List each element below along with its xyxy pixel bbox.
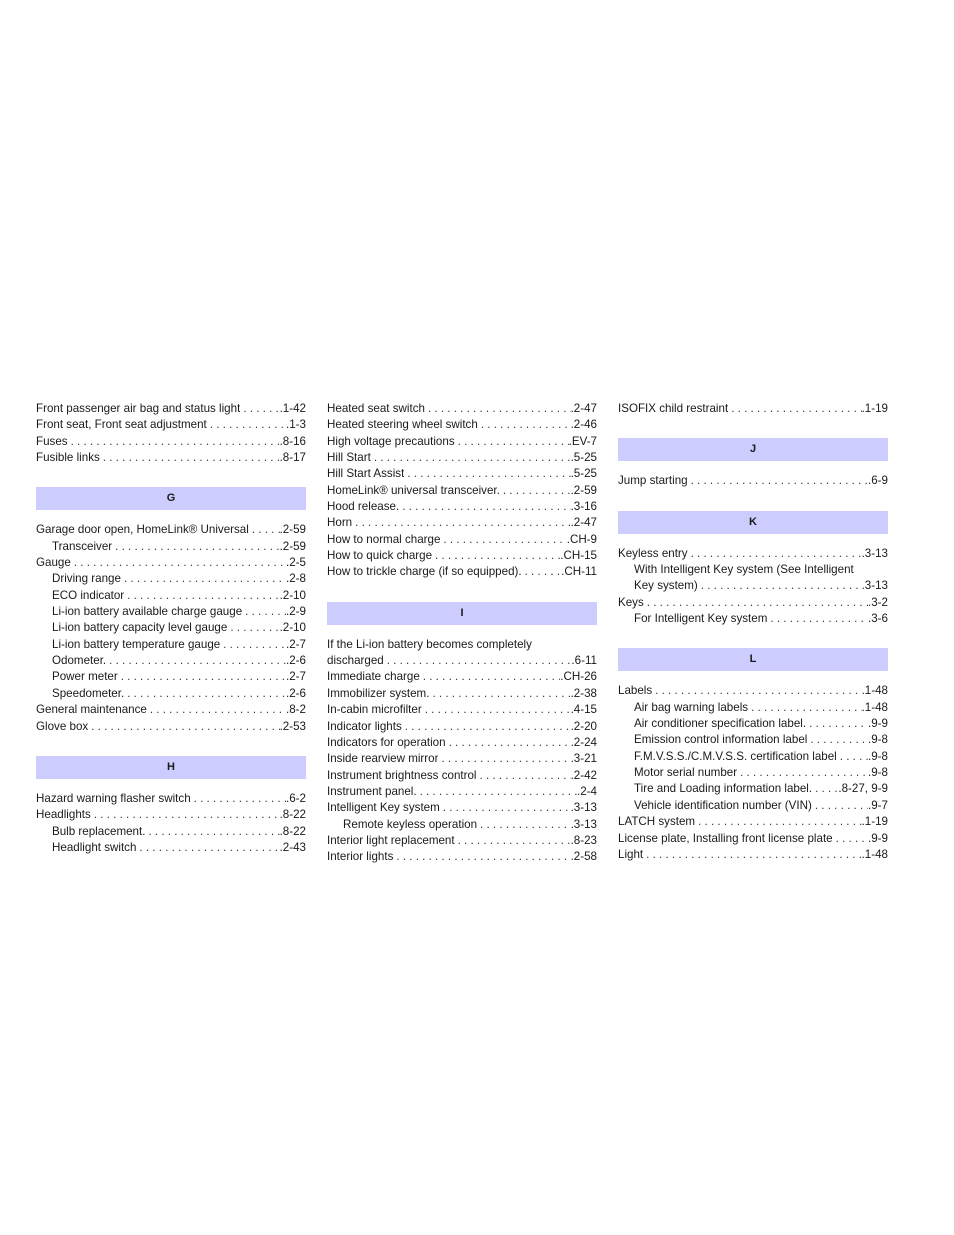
dot-leader: [807, 732, 868, 748]
dot-leader: [242, 604, 286, 620]
index-term: Fusible links: [36, 451, 100, 465]
dot-leader: [121, 571, 286, 587]
page-reference: .2-6: [286, 654, 306, 668]
dot-leader: [68, 434, 280, 450]
page-reference: .8-17: [279, 451, 306, 465]
page-reference: .1-42: [279, 402, 306, 415]
index-term: Odometer.: [52, 654, 107, 668]
index-subentry: [618, 749, 888, 765]
dot-leader: [147, 702, 286, 718]
page-reference: .2-7: [286, 670, 306, 684]
index-term: Front passenger air bag and status light: [36, 402, 241, 415]
index-term: Speedometer.: [52, 686, 125, 700]
dot-leader: [748, 700, 861, 716]
page-reference: .3-13: [570, 801, 597, 815]
page-reference: .5-25: [570, 467, 597, 481]
index-term: Interior light replacement: [327, 833, 455, 847]
page-reference: .3-13: [861, 546, 888, 560]
index-entry: [618, 546, 888, 562]
index-term: Gauge: [36, 556, 71, 570]
index-entry: [36, 702, 306, 718]
dot-leader: [440, 532, 566, 548]
dot-leader: [455, 434, 569, 450]
page-reference: .6-9: [868, 474, 888, 488]
page-reference: .CH-11: [561, 565, 597, 579]
dot-leader: [393, 849, 570, 865]
index-entry: [327, 548, 597, 564]
index-entry: [327, 800, 597, 816]
dot-leader: [477, 817, 571, 833]
page-reference: .2-8: [286, 572, 306, 586]
dot-leader: [422, 702, 571, 718]
dot-leader: [737, 765, 868, 781]
index-entry: [327, 637, 597, 653]
dot-leader: [695, 814, 861, 830]
index-entry: [327, 417, 597, 433]
section-header-h: H: [36, 756, 306, 779]
page-reference: .2-7: [286, 637, 306, 651]
dot-leader: [644, 595, 868, 611]
index-term: How to quick charge: [327, 549, 433, 563]
index-entry: [618, 814, 888, 830]
page-reference: .1-48: [861, 847, 888, 861]
index-term: Horn: [327, 516, 353, 530]
page-reference: .CH-26: [560, 670, 597, 684]
index-entry: [618, 595, 888, 611]
dot-leader: [100, 450, 280, 466]
page-reference: .2-10: [279, 621, 306, 635]
index-subentry: [618, 765, 888, 781]
index-term: Emission control information label: [634, 733, 808, 747]
page-reference: .2-59: [570, 483, 597, 497]
index-entry: [36, 791, 306, 807]
dot-leader: [522, 564, 562, 580]
index-term: Tire and Loading information label.: [634, 782, 813, 796]
index-term: Hill Start: [327, 451, 371, 465]
page-reference: .2-43: [279, 840, 306, 854]
page-reference: .2-47: [570, 516, 597, 530]
page-reference: .1-48: [861, 700, 888, 714]
index-subentry: [36, 637, 306, 653]
dot-leader: [240, 401, 279, 417]
index-entry: [327, 434, 597, 450]
dot-leader: [455, 833, 571, 849]
index-entry: [618, 831, 888, 847]
section-header-k: K: [618, 511, 888, 534]
dot-leader: [371, 450, 571, 466]
dot-leader: [88, 719, 279, 735]
page-reference: .2-24: [570, 735, 597, 749]
index-subentry: [618, 781, 888, 797]
index-term: Immobilizer system.: [327, 686, 430, 700]
index-term: ISOFIX child restraint: [618, 402, 729, 415]
index-term: Keys: [618, 595, 644, 609]
page-reference: .CH-9: [566, 532, 597, 546]
index-term: Instrument brightness control: [327, 768, 477, 782]
index-entry: [327, 849, 597, 865]
index-entry: [327, 499, 597, 515]
page-reference: .9-8: [868, 766, 888, 780]
index-term: Labels: [618, 684, 653, 698]
index-entry: [327, 751, 597, 767]
index-term: Hood release.: [327, 500, 400, 514]
dot-leader: [207, 417, 286, 433]
dot-leader: [191, 791, 286, 807]
index-term: Power meter: [52, 670, 118, 684]
page-reference: .2-42: [570, 768, 597, 782]
page-reference: .6-2: [286, 791, 306, 805]
page-reference: .1-48: [861, 684, 888, 698]
index-entry: [36, 417, 306, 433]
dot-leader: [417, 784, 577, 800]
index-entry: [36, 807, 306, 823]
index-subentry: [618, 798, 888, 814]
index-term: ECO indicator: [52, 588, 125, 602]
page-reference: .8-27, 9-9: [838, 782, 888, 796]
dot-leader: [446, 735, 571, 751]
dot-leader: [227, 620, 279, 636]
page-reference: .2-5: [286, 556, 306, 570]
index-term: Immediate charge: [327, 670, 420, 684]
index-subentry: [36, 620, 306, 636]
index-entry: [327, 784, 597, 800]
section-header-j: J: [618, 438, 888, 461]
dot-leader: [812, 798, 868, 814]
index-term: Hazard warning flasher switch: [36, 791, 191, 805]
page-reference: .1-3: [286, 418, 306, 432]
dot-leader: [688, 546, 862, 562]
index-column-3: [618, 401, 888, 863]
index-term: Li-ion battery temperature gauge: [52, 637, 221, 651]
index-term: Transceiver: [52, 539, 113, 553]
index-term: HomeLink® universal transceiver.: [327, 483, 500, 497]
index-subentry: [36, 824, 306, 840]
index-term: Light: [618, 847, 644, 861]
dot-leader: [478, 417, 571, 433]
index-term: discharged: [327, 654, 384, 668]
page-reference: .2-53: [279, 719, 306, 733]
dot-leader: [145, 824, 279, 840]
page-reference: .8-22: [279, 808, 306, 822]
dot-leader: [477, 768, 571, 784]
index-entry: [327, 719, 597, 735]
index-term: With Intelligent Key system (See Intelligent: [634, 563, 854, 577]
dot-leader: [220, 637, 286, 653]
index-term: Heated seat switch: [327, 402, 425, 415]
dot-leader: [384, 653, 572, 669]
index-subentry: [618, 562, 888, 578]
dot-leader: [429, 686, 570, 702]
page-reference: .6-11: [571, 654, 597, 668]
dot-leader: [118, 669, 286, 685]
index-term: Garage door open, HomeLink® Universal: [36, 523, 249, 537]
page-reference: .2-58: [570, 850, 597, 864]
index-term: If the Li-ion battery becomes completely: [327, 637, 532, 651]
index-term: Key system): [634, 579, 698, 593]
index-subentry: [36, 539, 306, 555]
index-entry: [618, 473, 888, 489]
dot-leader: [728, 401, 861, 417]
dot-leader: [652, 683, 861, 699]
index-entry: [327, 466, 597, 482]
index-subentry: [618, 611, 888, 627]
index-term: In-cabin microfilter: [327, 703, 422, 717]
index-term: Front seat, Front seat adjustment: [36, 418, 207, 432]
dot-leader: [440, 800, 571, 816]
index-term: Air conditioner specification label.: [634, 717, 807, 731]
dot-leader: [124, 686, 286, 702]
index-entry: [327, 702, 597, 718]
page-reference: .EV-7: [568, 434, 597, 448]
page-reference: .4-15: [570, 703, 597, 717]
index-subentry: [36, 840, 306, 856]
index-term: Vehicle identification number (VIN): [634, 798, 812, 812]
dot-leader: [688, 473, 868, 489]
index-term: How to normal charge: [327, 532, 441, 546]
index-entry: [327, 483, 597, 499]
page-reference: .2-10: [279, 588, 306, 602]
section-header-l: L: [618, 648, 888, 671]
dot-leader: [767, 611, 868, 627]
index-entry: [327, 653, 597, 669]
dot-leader: [432, 548, 560, 564]
index-subentry: [36, 571, 306, 587]
page-reference: .3-13: [570, 817, 597, 831]
dot-leader: [812, 781, 838, 797]
page-reference: .2-6: [286, 686, 306, 700]
index-term: Headlight switch: [52, 840, 137, 854]
index-subentry: [618, 700, 888, 716]
page-reference: .2-38: [570, 686, 597, 700]
index-term: Indicator lights: [327, 719, 402, 733]
index-term: Air bag warning labels: [634, 700, 749, 714]
dot-leader: [402, 719, 571, 735]
page-reference: .8-2: [286, 703, 306, 717]
index-entry: [36, 401, 306, 417]
index-term: Interior lights: [327, 850, 394, 864]
page-reference: .9-8: [868, 733, 888, 747]
dot-leader: [71, 555, 286, 571]
page-reference: .2-59: [279, 539, 306, 553]
dot-leader: [425, 401, 571, 417]
index-entry: [327, 401, 597, 417]
index-entry: [36, 522, 306, 538]
index-term: F.M.V.S.S./C.M.V.S.S. certification label: [634, 749, 837, 763]
index-subentry: [36, 653, 306, 669]
index-term: Driving range: [52, 572, 121, 586]
page-reference: .3-6: [868, 612, 888, 626]
dot-leader: [500, 483, 571, 499]
dot-leader: [837, 749, 868, 765]
page-reference: .2-59: [279, 523, 306, 537]
dot-leader: [404, 466, 570, 482]
dot-leader: [698, 578, 862, 594]
page-reference: .9-9: [868, 717, 888, 731]
index-subentry: [36, 669, 306, 685]
index-entry: [36, 450, 306, 466]
page-reference: .1-19: [861, 402, 888, 415]
index-term: Jump starting: [618, 474, 688, 488]
index-entry: [618, 401, 888, 417]
index-subentry: [36, 686, 306, 702]
index-term: Instrument panel.: [327, 784, 417, 798]
dot-leader: [136, 840, 279, 856]
index-entry: [36, 719, 306, 735]
index-entry: [327, 564, 597, 580]
index-term: Inside rearview mirror: [327, 752, 439, 766]
index-subentry: [618, 578, 888, 594]
dot-leader: [91, 807, 280, 823]
index-term: Li-ion battery capacity level gauge: [52, 621, 228, 635]
dot-leader: [643, 847, 861, 863]
page-reference: .8-23: [570, 833, 597, 847]
dot-leader: [399, 499, 570, 515]
index-subentry: [327, 817, 597, 833]
index-entry: [327, 450, 597, 466]
dot-leader: [833, 831, 868, 847]
index-subentry: [618, 716, 888, 732]
index-entry: [36, 555, 306, 571]
index-term: Hill Start Assist: [327, 467, 405, 481]
index-term: Headlights: [36, 808, 91, 822]
index-column-2: [327, 401, 597, 866]
index-term: General maintenance: [36, 703, 147, 717]
index-term: Glove box: [36, 719, 89, 733]
index-entry: [618, 847, 888, 863]
index-term: For Intelligent Key system: [634, 612, 768, 626]
page-reference: .2-20: [570, 719, 597, 733]
index-entry: [36, 434, 306, 450]
section-header-i: I: [327, 602, 597, 625]
index-entry: [327, 735, 597, 751]
index-term: How to trickle charge (if so equipped).: [327, 565, 522, 579]
index-subentry: [36, 604, 306, 620]
page-reference: .9-9: [868, 831, 888, 845]
section-header-g: G: [36, 487, 306, 510]
index-subentry: [36, 588, 306, 604]
page-reference: .8-22: [279, 824, 306, 838]
index-entry: [618, 683, 888, 699]
page-reference: .2-47: [570, 402, 597, 415]
page-reference: .3-2: [868, 595, 888, 609]
dot-leader: [106, 653, 286, 669]
index-entry: [327, 669, 597, 685]
dot-leader: [806, 716, 868, 732]
page-reference: .9-7: [868, 798, 888, 812]
page-reference: .2-46: [570, 418, 597, 432]
index-entry: [327, 686, 597, 702]
index-term: Heated steering wheel switch: [327, 418, 478, 432]
index-entry: [327, 532, 597, 548]
index-entry: [327, 515, 597, 531]
index-entry: [327, 833, 597, 849]
index-subentry: [618, 732, 888, 748]
index-term: License plate, Installing front license plate: [618, 831, 833, 845]
dot-leader: [112, 539, 279, 555]
index-column-1: [36, 401, 306, 856]
index-term: Intelligent Key system: [327, 801, 440, 815]
index-term: Bulb replacement.: [52, 824, 146, 838]
dot-leader: [438, 751, 570, 767]
index-term: Li-ion battery available charge gauge: [52, 605, 243, 619]
index-term: Remote keyless operation: [343, 817, 478, 831]
dot-leader: [124, 588, 279, 604]
page-reference: .1-19: [861, 815, 888, 829]
index-term: LATCH system: [618, 815, 696, 829]
page-reference: .CH-15: [560, 549, 597, 563]
page-reference: .2-9: [286, 605, 306, 619]
page-reference: .8-16: [279, 434, 306, 448]
page-reference: .9-8: [868, 749, 888, 763]
page-reference: .2-4: [577, 784, 597, 798]
dot-leader: [420, 669, 560, 685]
index-term: High voltage precautions: [327, 434, 455, 448]
dot-leader: [249, 522, 280, 538]
page-reference: .5-25: [570, 451, 597, 465]
index-entry: [327, 768, 597, 784]
index-term: Fuses: [36, 434, 68, 448]
index-term: Motor serial number: [634, 766, 738, 780]
dot-leader: [352, 515, 570, 531]
index-term: Indicators for operation: [327, 735, 446, 749]
page-reference: .3-21: [570, 752, 597, 766]
page-reference: .3-16: [570, 500, 597, 514]
index-term: Keyless entry: [618, 546, 688, 560]
page-reference: .3-13: [861, 579, 888, 593]
